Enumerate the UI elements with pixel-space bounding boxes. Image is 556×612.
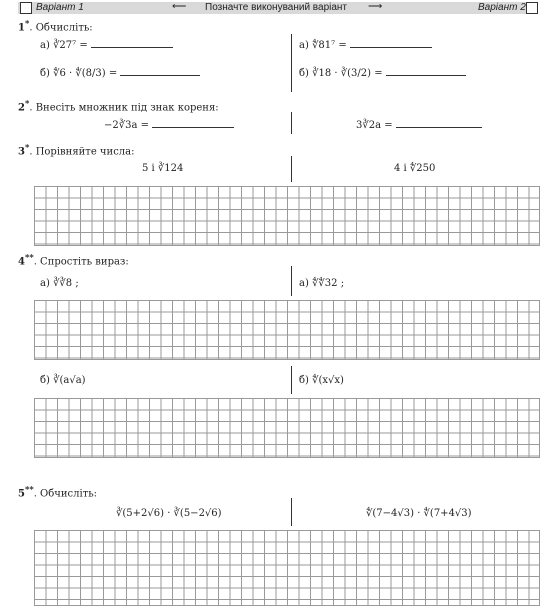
q4-a-right: а) ∜∜32 ;	[299, 278, 345, 289]
column-divider	[291, 266, 292, 296]
answer-grid-q3[interactable]	[34, 186, 540, 246]
arrow-right-icon: ⟶	[368, 1, 383, 12]
q1-a-right: а) ∜81⁷ =	[299, 40, 432, 51]
arrow-left-icon: ⟵	[172, 1, 187, 12]
variant1-checkbox[interactable]	[20, 2, 32, 14]
column-divider	[291, 34, 292, 92]
q4-b-right: б) ∜(x√x)	[299, 375, 344, 386]
answer-line[interactable]	[350, 47, 432, 48]
question-5-title: 5**. Обчисліть:	[18, 484, 98, 500]
header-instruction: Позначте виконуваний варіант	[205, 2, 348, 13]
answer-grid-q5[interactable]	[34, 530, 540, 606]
q2-left: −2∛3a =	[104, 120, 234, 131]
answer-line[interactable]	[396, 127, 482, 128]
q1-b-left: б) ∜6 · ∜(8/3) =	[40, 68, 200, 79]
answer-line[interactable]	[386, 75, 466, 76]
q2-right: 3∛2a =	[356, 120, 482, 131]
column-divider	[291, 112, 292, 134]
answer-grid-q4a[interactable]	[34, 300, 540, 360]
column-divider	[291, 156, 292, 182]
q1-a-left: а) ∛27⁷ =	[40, 40, 173, 51]
answer-line[interactable]	[152, 127, 234, 128]
question-1-title: 1*. Обчисліть:	[18, 18, 93, 34]
question-4-title: 4**. Спростіть вираз:	[18, 252, 129, 268]
answer-grid-q4b[interactable]	[34, 398, 540, 458]
q1-b-right: б) ∛18 · ∛(3/2) =	[299, 68, 466, 79]
answer-line[interactable]	[120, 75, 200, 76]
q4-a-left: а) ∛∛8 ;	[40, 278, 79, 289]
variant2-label: Варіант 2	[478, 2, 526, 13]
variant2-checkbox[interactable]	[526, 2, 538, 14]
column-divider	[291, 498, 292, 526]
column-divider	[291, 366, 292, 394]
q5-right: ∜(7−4√3) · ∜(7+4√3)	[366, 508, 472, 519]
question-2-title: 2*. Внесіть множник під знак кореня:	[18, 98, 219, 114]
question-3-title: 3*. Порівняйте числа:	[18, 142, 135, 158]
answer-line[interactable]	[91, 47, 173, 48]
variant1-label: Варіант 1	[36, 2, 84, 13]
q5-left: ∛(5+2√6) · ∛(5−2√6)	[116, 508, 222, 519]
q3-right: 4 і ∜250	[394, 163, 436, 174]
q4-b-left: б) ∛(a√a)	[40, 375, 86, 386]
q3-left: 5 і ∛124	[142, 163, 184, 174]
